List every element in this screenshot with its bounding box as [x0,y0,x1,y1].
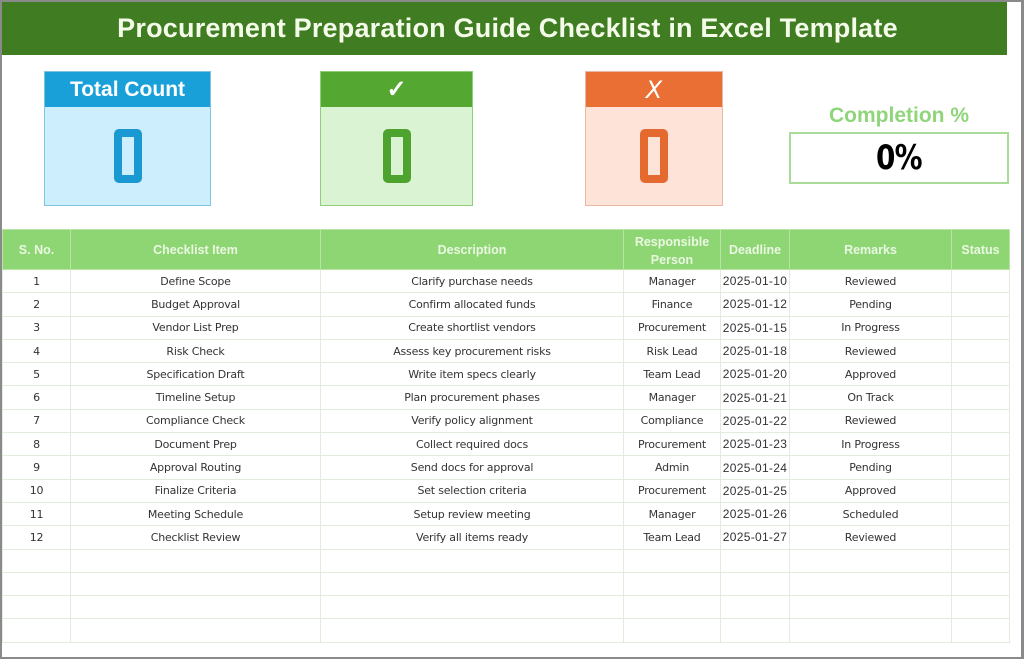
remarks-cell[interactable]: Approved [790,479,952,502]
deadline-cell[interactable]: 2025-01-15 [721,316,790,339]
responsible-person-cell[interactable] [624,596,721,619]
kpi-not-completed-value [586,107,722,205]
description-cell[interactable] [321,572,624,595]
deadline-cell[interactable]: 2025-01-23 [721,433,790,456]
description-cell[interactable]: Plan procurement phases [321,386,624,409]
status-cell[interactable] [952,433,1010,456]
sno-cell[interactable] [3,572,71,595]
column-description-header[interactable]: Description [321,230,624,270]
column-checklist-item-header[interactable]: Checklist Item [71,230,321,270]
remarks-cell[interactable] [790,596,952,619]
table-row [3,386,1010,409]
description-cell[interactable]: Confirm allocated funds [321,293,624,316]
page-title: Procurement Preparation Guide Checklist in Excel Template [117,13,898,43]
table-row [3,316,1010,339]
description-cell[interactable]: Verify policy alignment [321,409,624,432]
description-cell[interactable] [321,596,624,619]
status-cell[interactable] [952,363,1010,386]
deadline-cell[interactable]: 2025-01-18 [721,339,790,362]
sno-cell[interactable] [3,549,71,572]
deadline-cell[interactable] [721,619,790,642]
sno-cell[interactable]: 10 [3,479,71,502]
responsible-person-cell[interactable]: Admin [624,456,721,479]
responsible-person-cell[interactable] [624,549,721,572]
check-icon: ✓ [321,72,472,107]
responsible-person-cell[interactable] [624,572,721,595]
empty-table-row [3,572,1010,595]
sno-cell[interactable]: 7 [3,409,71,432]
responsible-person-cell[interactable]: Team Lead [624,526,721,549]
sno-cell[interactable]: 3 [3,316,71,339]
responsible-person-cell[interactable]: Compliance [624,409,721,432]
table-row [3,479,1010,502]
sno-cell[interactable]: 1 [3,270,71,293]
remarks-cell[interactable] [790,572,952,595]
remarks-cell[interactable]: Reviewed [790,526,952,549]
deadline-cell[interactable]: 2025-01-20 [721,363,790,386]
completion-label: Completion % [829,104,969,127]
sno-cell[interactable]: 5 [3,363,71,386]
remarks-cell[interactable]: Reviewed [790,270,952,293]
description-cell[interactable]: Set selection criteria [321,479,624,502]
remarks-cell[interactable] [790,619,952,642]
status-cell[interactable] [952,526,1010,549]
empty-table-row [3,619,1010,642]
status-cell[interactable] [952,339,1010,362]
checklist-item-cell[interactable]: Approval Routing [71,456,321,479]
kpi-completed-number [383,129,411,183]
checklist-item-cell[interactable]: Document Prep [71,433,321,456]
remarks-cell[interactable] [790,549,952,572]
table-row [3,502,1010,525]
description-cell[interactable] [321,549,624,572]
description-cell[interactable]: Assess key procurement risks [321,339,624,362]
description-cell[interactable]: Verify all items ready [321,526,624,549]
description-cell[interactable]: Collect required docs [321,433,624,456]
checklist-table [2,229,1010,643]
status-cell[interactable] [952,502,1010,525]
sno-cell[interactable] [3,619,71,642]
deadline-cell[interactable] [721,572,790,595]
status-cell[interactable] [952,270,1010,293]
checklist-item-cell[interactable]: Checklist Review [71,526,321,549]
column-sno-header[interactable]: S. No. [3,230,71,270]
remarks-cell[interactable]: Reviewed [790,409,952,432]
deadline-cell[interactable]: 2025-01-22 [721,409,790,432]
checklist-item-cell[interactable]: Risk Check [71,339,321,362]
deadline-cell[interactable]: 2025-01-12 [721,293,790,316]
checklist-item-cell[interactable]: Budget Approval [71,293,321,316]
column-status-header[interactable]: Status [952,230,1010,270]
status-cell[interactable] [952,386,1010,409]
deadline-cell[interactable]: 2025-01-24 [721,456,790,479]
checklist-item-cell[interactable] [71,596,321,619]
checklist-item-cell[interactable]: Timeline Setup [71,386,321,409]
sno-cell[interactable]: 2 [3,293,71,316]
responsible-person-cell[interactable]: Procurement [624,316,721,339]
status-cell[interactable] [952,549,1010,572]
remarks-cell[interactable]: Reviewed [790,339,952,362]
remarks-cell[interactable]: Approved [790,363,952,386]
responsible-person-cell[interactable]: Procurement [624,433,721,456]
status-cell[interactable] [952,619,1010,642]
table-row [3,433,1010,456]
kpi-total-label: Total Count [45,72,210,107]
checklist-item-cell[interactable] [71,549,321,572]
responsible-person-cell[interactable]: Manager [624,502,721,525]
checklist-item-cell[interactable] [71,572,321,595]
kpi-card-not-completed [585,71,723,206]
kpi-completed-value [321,107,472,205]
table-row [3,293,1010,316]
checklist-item-cell[interactable]: Meeting Schedule [71,502,321,525]
empty-table-row [3,549,1010,572]
description-cell[interactable]: Write item specs clearly [321,363,624,386]
responsible-person-cell[interactable]: Risk Lead [624,339,721,362]
title-banner [2,2,1007,55]
kpi-not-completed-number [640,129,668,183]
kpi-card-total-count [44,71,211,206]
completion-percentage-value: 0% [876,138,922,178]
description-cell[interactable]: Clarify purchase needs [321,270,624,293]
responsible-person-cell[interactable]: Procurement [624,479,721,502]
sno-cell[interactable]: 6 [3,386,71,409]
table-row [3,339,1010,362]
checklist-item-cell[interactable]: Define Scope [71,270,321,293]
table-row [3,409,1010,432]
column-deadline-header[interactable]: Deadline [721,230,790,270]
remarks-cell[interactable]: In Progress [790,433,952,456]
deadline-cell[interactable]: 2025-01-27 [721,526,790,549]
checklist-item-cell[interactable]: Finalize Criteria [71,479,321,502]
table-row [3,456,1010,479]
status-cell[interactable] [952,572,1010,595]
table-header-row [3,230,1010,270]
checklist-item-cell[interactable]: Vendor List Prep [71,316,321,339]
sno-cell[interactable]: 12 [3,526,71,549]
status-cell[interactable] [952,293,1010,316]
checklist-item-cell[interactable]: Compliance Check [71,409,321,432]
remarks-cell[interactable]: On Track [790,386,952,409]
responsible-person-cell[interactable] [624,619,721,642]
description-cell[interactable]: Create shortlist vendors [321,316,624,339]
deadline-cell[interactable] [721,549,790,572]
kpi-total-number [114,129,142,183]
sno-cell[interactable]: 4 [3,339,71,362]
checklist-item-cell[interactable]: Specification Draft [71,363,321,386]
status-cell[interactable] [952,316,1010,339]
table-row [3,270,1010,293]
status-cell[interactable] [952,596,1010,619]
sno-cell[interactable]: 9 [3,456,71,479]
table-row [3,526,1010,549]
cross-icon: X [586,72,722,107]
description-cell[interactable] [321,619,624,642]
responsible-person-cell[interactable]: Team Lead [624,363,721,386]
responsible-person-cell[interactable]: Finance [624,293,721,316]
status-cell[interactable] [952,409,1010,432]
sno-cell[interactable]: 11 [3,502,71,525]
kpi-card-completed [320,71,473,206]
deadline-cell[interactable]: 2025-01-25 [721,479,790,502]
deadline-cell[interactable]: 2025-01-26 [721,502,790,525]
status-cell[interactable] [952,479,1010,502]
status-cell[interactable] [952,456,1010,479]
remarks-cell[interactable]: Pending [790,456,952,479]
deadline-cell[interactable] [721,596,790,619]
sno-cell[interactable] [3,596,71,619]
kpi-total-value [45,107,210,205]
checklist-item-cell[interactable] [71,619,321,642]
deadline-cell[interactable]: 2025-01-21 [721,386,790,409]
responsible-person-cell[interactable]: Manager [624,386,721,409]
column-remarks-header[interactable]: Remarks [790,230,952,270]
description-cell[interactable]: Send docs for approval [321,456,624,479]
remarks-cell[interactable]: Pending [790,293,952,316]
remarks-cell[interactable]: Scheduled [790,502,952,525]
table-row [3,363,1010,386]
responsible-person-cell[interactable]: Manager [624,270,721,293]
empty-table-row [3,596,1010,619]
deadline-cell[interactable]: 2025-01-10 [721,270,790,293]
remarks-cell[interactable]: In Progress [790,316,952,339]
column-responsible-person-header[interactable]: Responsible Person [624,230,721,270]
completion-percentage-box [789,132,1009,184]
sno-cell[interactable]: 8 [3,433,71,456]
description-cell[interactable]: Setup review meeting [321,502,624,525]
